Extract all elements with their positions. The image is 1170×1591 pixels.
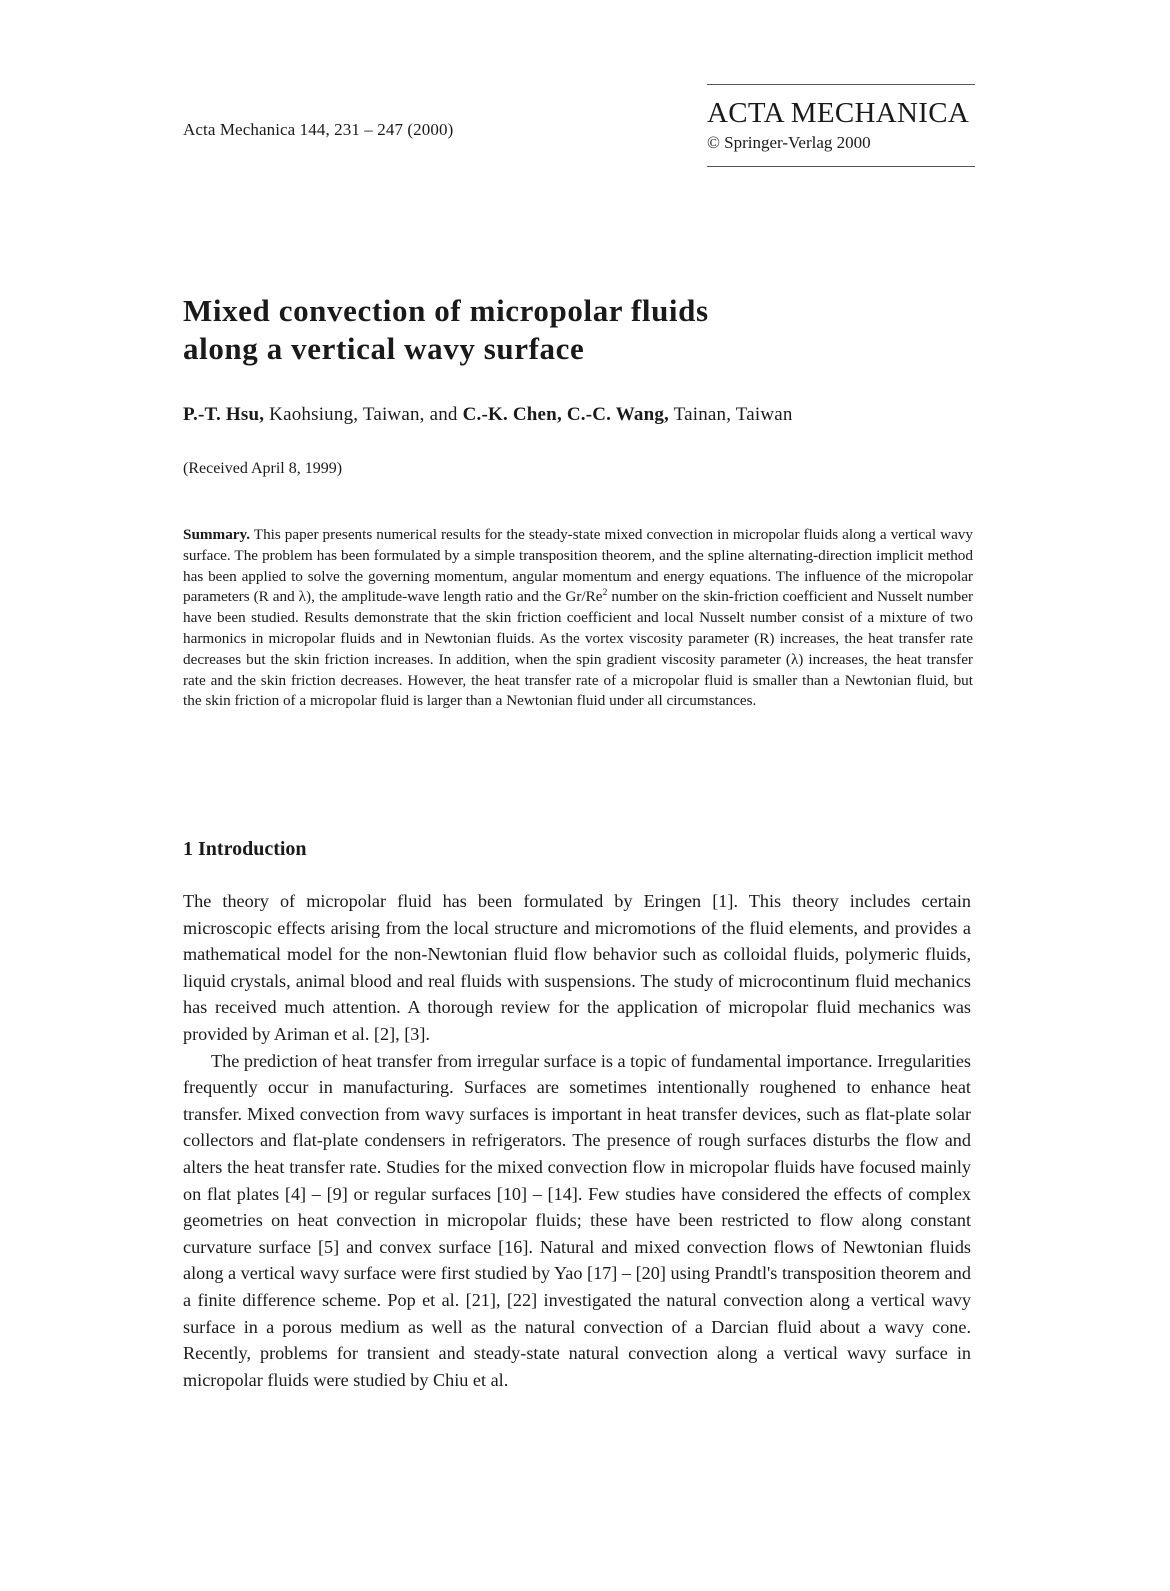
author-1-affiliation: Kaohsiung, Taiwan, and [264, 404, 463, 425]
copyright-notice: © Springer-Verlag 2000 [707, 133, 871, 152]
journal-citation: Acta Mechanica 144, 231 – 247 (2000) [183, 120, 454, 139]
summary-abstract [183, 525, 973, 712]
author-1: P.-T. Hsu, [183, 404, 265, 425]
summary-label: Summary. [183, 526, 251, 543]
paper-title-line-1: Mixed convection of micropolar fluids [183, 293, 709, 328]
author-list [183, 404, 793, 426]
paper-title [183, 292, 983, 368]
introduction-paragraph-2: The prediction of heat transfer from irregular surface is a topic of fundamental importance. Irregularities frequently occur in manufacturing. Surfaces are sometimes intentionally roughened to enhance heat transfer. Mixed convection from wavy surfaces is important in heat transfer devices, such as flat-plate solar collectors and flat-plate condensers in refrigerators. The presence of rough surfaces disturbs the flow and alters the heat transfer rate. Studies for the mixed convection flow in micropolar fluids have focused mainly on flat plates [4] – [9] or regular surfaces [10] – [14]. Few studies have considered the effects of complex geometries on heat convection in micropolar fluids; these have been restricted to flow along constant curvature surface [5] and convex surface [16]. Natural and mixed convection flows of Newtonian fluids along a vertical wavy surface were first studied by Yao [17] – [20] using Prandtl's transposition theorem and a finite difference scheme. Pop et al. [21], [22] investigated the natural convection along a vertical wavy surface in a porous medium as well as the natural convection of a Darcian fluid about a wavy cone. Recently, problems for transient and steady-state natural convection along a vertical wavy surface in micropolar fluids were studied by Chiu et al. [183, 1050, 972, 1390]
author-2-3-affiliation: Tainan, Taiwan [669, 404, 793, 425]
author-2-3: C.-K. Chen, C.-C. Wang, [462, 404, 669, 425]
section-heading-introduction: 1 Introduction [183, 838, 307, 860]
summary-superscript: 2 [602, 587, 608, 599]
received-date: (Received April 8, 1999) [183, 460, 343, 477]
introduction-body [183, 888, 971, 1393]
journal-masthead [707, 84, 975, 167]
journal-name: ACTA MECHANICA [707, 97, 970, 129]
masthead-bottom-rule [707, 166, 975, 167]
summary-text-part-1: This paper presents numerical results for the steady-state mixed convection in micropolar fluids along a vertical wavy surface. The problem has been formulated by a simple transposition theorem, and the spline alternating-direction implicit method has been applied to solve the governing momentum, angular momentum and energy equations. The influence of the micropolar parameters (R and λ), the amplitude-wave length ratio and the Gr/Re [183, 526, 973, 606]
masthead-top-rule [707, 84, 975, 85]
paper-title-line-2: along a vertical wavy surface [183, 331, 585, 366]
introduction-paragraph-1: The theory of micropolar fluid has been formulated by Eringen [1]. This theory includes certain microscopic effects arising from the local structure and micromotions of the fluid elements, and provides a mathematical model for the non-Newtonian fluid flow behavior such as colloidal fluids, polymeric fluids, liquid crystals, animal blood and real fluids with suspensions. The study of microcontinum fluid mechanics has received much attention. A thorough review for the application of micropolar fluid mechanics was provided by Ariman et al. [2], [3]. [183, 891, 971, 1044]
summary-text-part-2: number on the skin-friction coefficient and Nusselt number have been studied. Results demonstrate that the skin friction coefficient and local Nusselt number consist of a mixture of two harmonics in micropolar fluids and in Newtonian fluids. As the vortex viscosity parameter (R) increases, the heat transfer rate decreases but the skin friction increases. In addition, when the spin gradient viscosity parameter (λ) increases, the heat transfer rate and the skin friction decreases. However, the heat transfer rate of a micropolar fluid is smaller than a Newtonian fluid, but the skin friction of a micropolar fluid is larger than a Newtonian fluid under all circumstances. [183, 588, 973, 710]
